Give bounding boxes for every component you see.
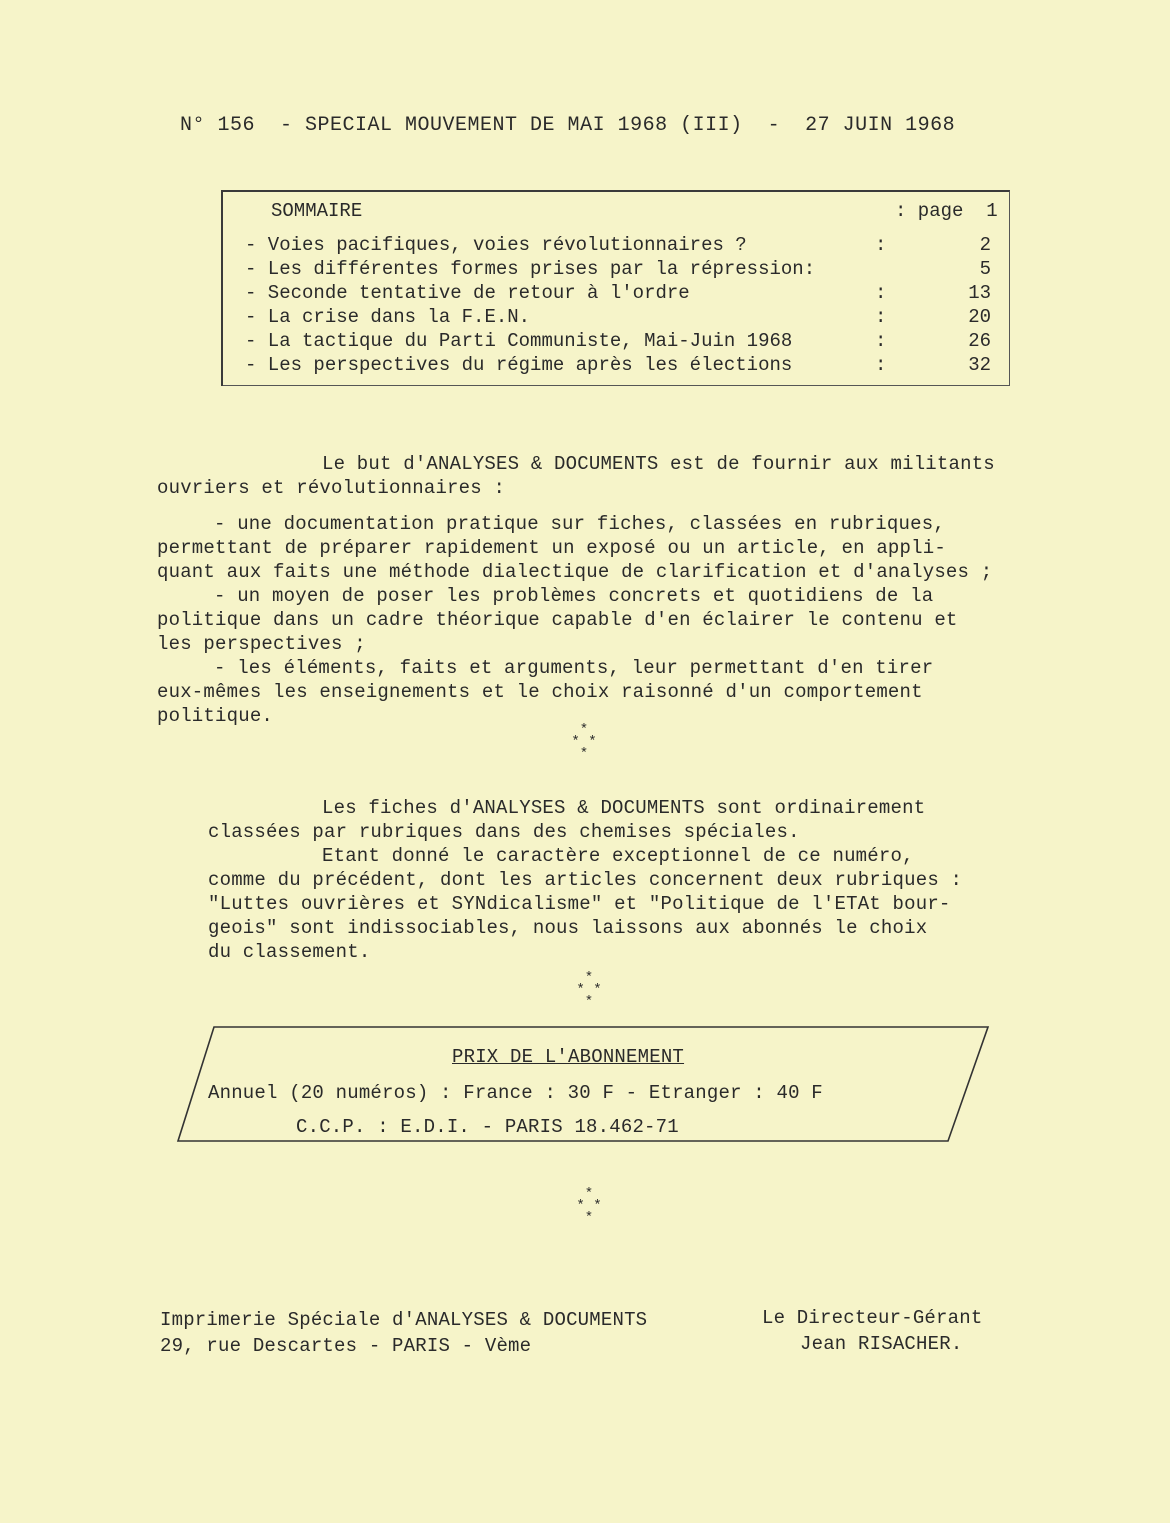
sommaire-item <box>245 234 995 258</box>
ornament-star-pair: * * <box>576 982 602 998</box>
sommaire-colon: : <box>875 354 887 376</box>
intro-line: quant aux faits une méthode dialectique de clarification et d'analyses ; <box>157 561 993 583</box>
director-title: Le Directeur-Gérant <box>762 1307 983 1329</box>
sommaire-colon: : <box>875 330 887 352</box>
sommaire-title: SOMMAIRE <box>271 200 363 222</box>
printer-address: 29, rue Descartes - PARIS - Vème <box>160 1335 532 1357</box>
sommaire-item-page: 32 <box>968 354 991 376</box>
sommaire-item <box>245 354 995 378</box>
sommaire-item-page: 20 <box>968 306 991 328</box>
fiches-line: classées par rubriques dans des chemises spéciales. <box>208 821 800 843</box>
sommaire-colon: : <box>875 282 887 304</box>
sommaire-colon: : <box>875 234 887 256</box>
ornament-star: * <box>584 970 594 986</box>
subscription-ccp-line: C.C.P. : E.D.I. - PARIS 18.462-71 <box>296 1116 679 1138</box>
sommaire-item-label: - Les différentes formes prises par la répression: <box>245 258 816 280</box>
intro-line: eux-mêmes les enseignements et le choix raisonné d'un comportement <box>157 681 923 703</box>
director-name: Jean RISACHER. <box>800 1333 963 1355</box>
sommaire-item-label: - La tactique du Parti Communiste, Mai-Juin 1968 <box>245 330 793 352</box>
subscription-title: PRIX DE L'ABONNEMENT <box>452 1046 685 1068</box>
intro-line: Le but d'ANALYSES & DOCUMENTS est de fournir aux militants <box>322 453 995 475</box>
fiches-line: "Luttes ouvrières et SYNdicalisme" et "Politique de l'ETAt bour- <box>208 893 951 915</box>
intro-line: permettant de préparer rapidement un exposé ou un article, en appli- <box>157 537 946 559</box>
sommaire-colon: : <box>875 306 887 328</box>
subscription-price-box <box>176 1025 990 1145</box>
asterism-ornament <box>569 1188 609 1228</box>
ornament-star-pair: * * <box>576 1198 602 1214</box>
sommaire-page-label: : page 1 <box>895 200 998 222</box>
sommaire-item-page: 26 <box>968 330 991 352</box>
sommaire-item <box>245 282 995 306</box>
ornament-star-pair: * * <box>571 734 597 750</box>
intro-line: politique. <box>157 705 274 727</box>
intro-line: politique dans un cadre théorique capable d'en éclairer le contenu et <box>157 609 958 631</box>
asterism-ornament <box>564 724 604 764</box>
ornament-star: * <box>579 746 589 762</box>
sommaire-item-label: - Voies pacifiques, voies révolutionnaires ? <box>245 234 747 256</box>
sommaire-item <box>245 330 995 354</box>
sommaire-heading <box>245 200 998 224</box>
intro-line: ouvriers et révolutionnaires : <box>157 477 506 499</box>
sommaire-box <box>221 190 1010 386</box>
fiches-line: Les fiches d'ANALYSES & DOCUMENTS sont ordinairement <box>322 797 926 819</box>
ornament-star: * <box>584 994 594 1010</box>
fiches-line: comme du précédent, dont les articles concernent deux rubriques : <box>208 869 963 891</box>
sommaire-item-page: 2 <box>979 234 991 256</box>
asterism-ornament <box>569 972 609 1012</box>
fiches-line: Etant donné le caractère exceptionnel de ce numéro, <box>322 845 914 867</box>
intro-line: - un moyen de poser les problèmes concrets et quotidiens de la <box>214 585 934 607</box>
fiches-line: du classement. <box>208 941 371 963</box>
sommaire-item-page: 13 <box>968 282 991 304</box>
sommaire-item-label: - Les perspectives du régime après les élections <box>245 354 793 376</box>
sommaire-item-page: 5 <box>979 258 991 280</box>
ornament-star: * <box>579 722 589 738</box>
subscription-price-line: Annuel (20 numéros) : France : 30 F - Etranger : 40 F <box>208 1082 823 1104</box>
intro-line: les perspectives ; <box>157 633 366 655</box>
sommaire-item-label: - La crise dans la F.E.N. <box>245 306 531 328</box>
intro-line: - les éléments, faits et arguments, leur permettant d'en tirer <box>214 657 934 679</box>
sommaire-item <box>245 306 995 330</box>
issue-header: N° 156 - SPECIAL MOUVEMENT DE MAI 1968 (III) - 27 JUIN 1968 <box>180 114 956 137</box>
sommaire-item-label: - Seconde tentative de retour à l'ordre <box>245 282 690 304</box>
intro-line: - une documentation pratique sur fiches, classées en rubriques, <box>214 513 945 535</box>
fiches-line: geois" sont indissociables, nous laissons aux abonnés le choix <box>208 917 928 939</box>
ornament-star: * <box>584 1210 594 1226</box>
printer-name: Imprimerie Spéciale d'ANALYSES & DOCUMENTS <box>160 1309 648 1331</box>
sommaire-item <box>245 258 995 282</box>
ornament-star: * <box>584 1186 594 1202</box>
